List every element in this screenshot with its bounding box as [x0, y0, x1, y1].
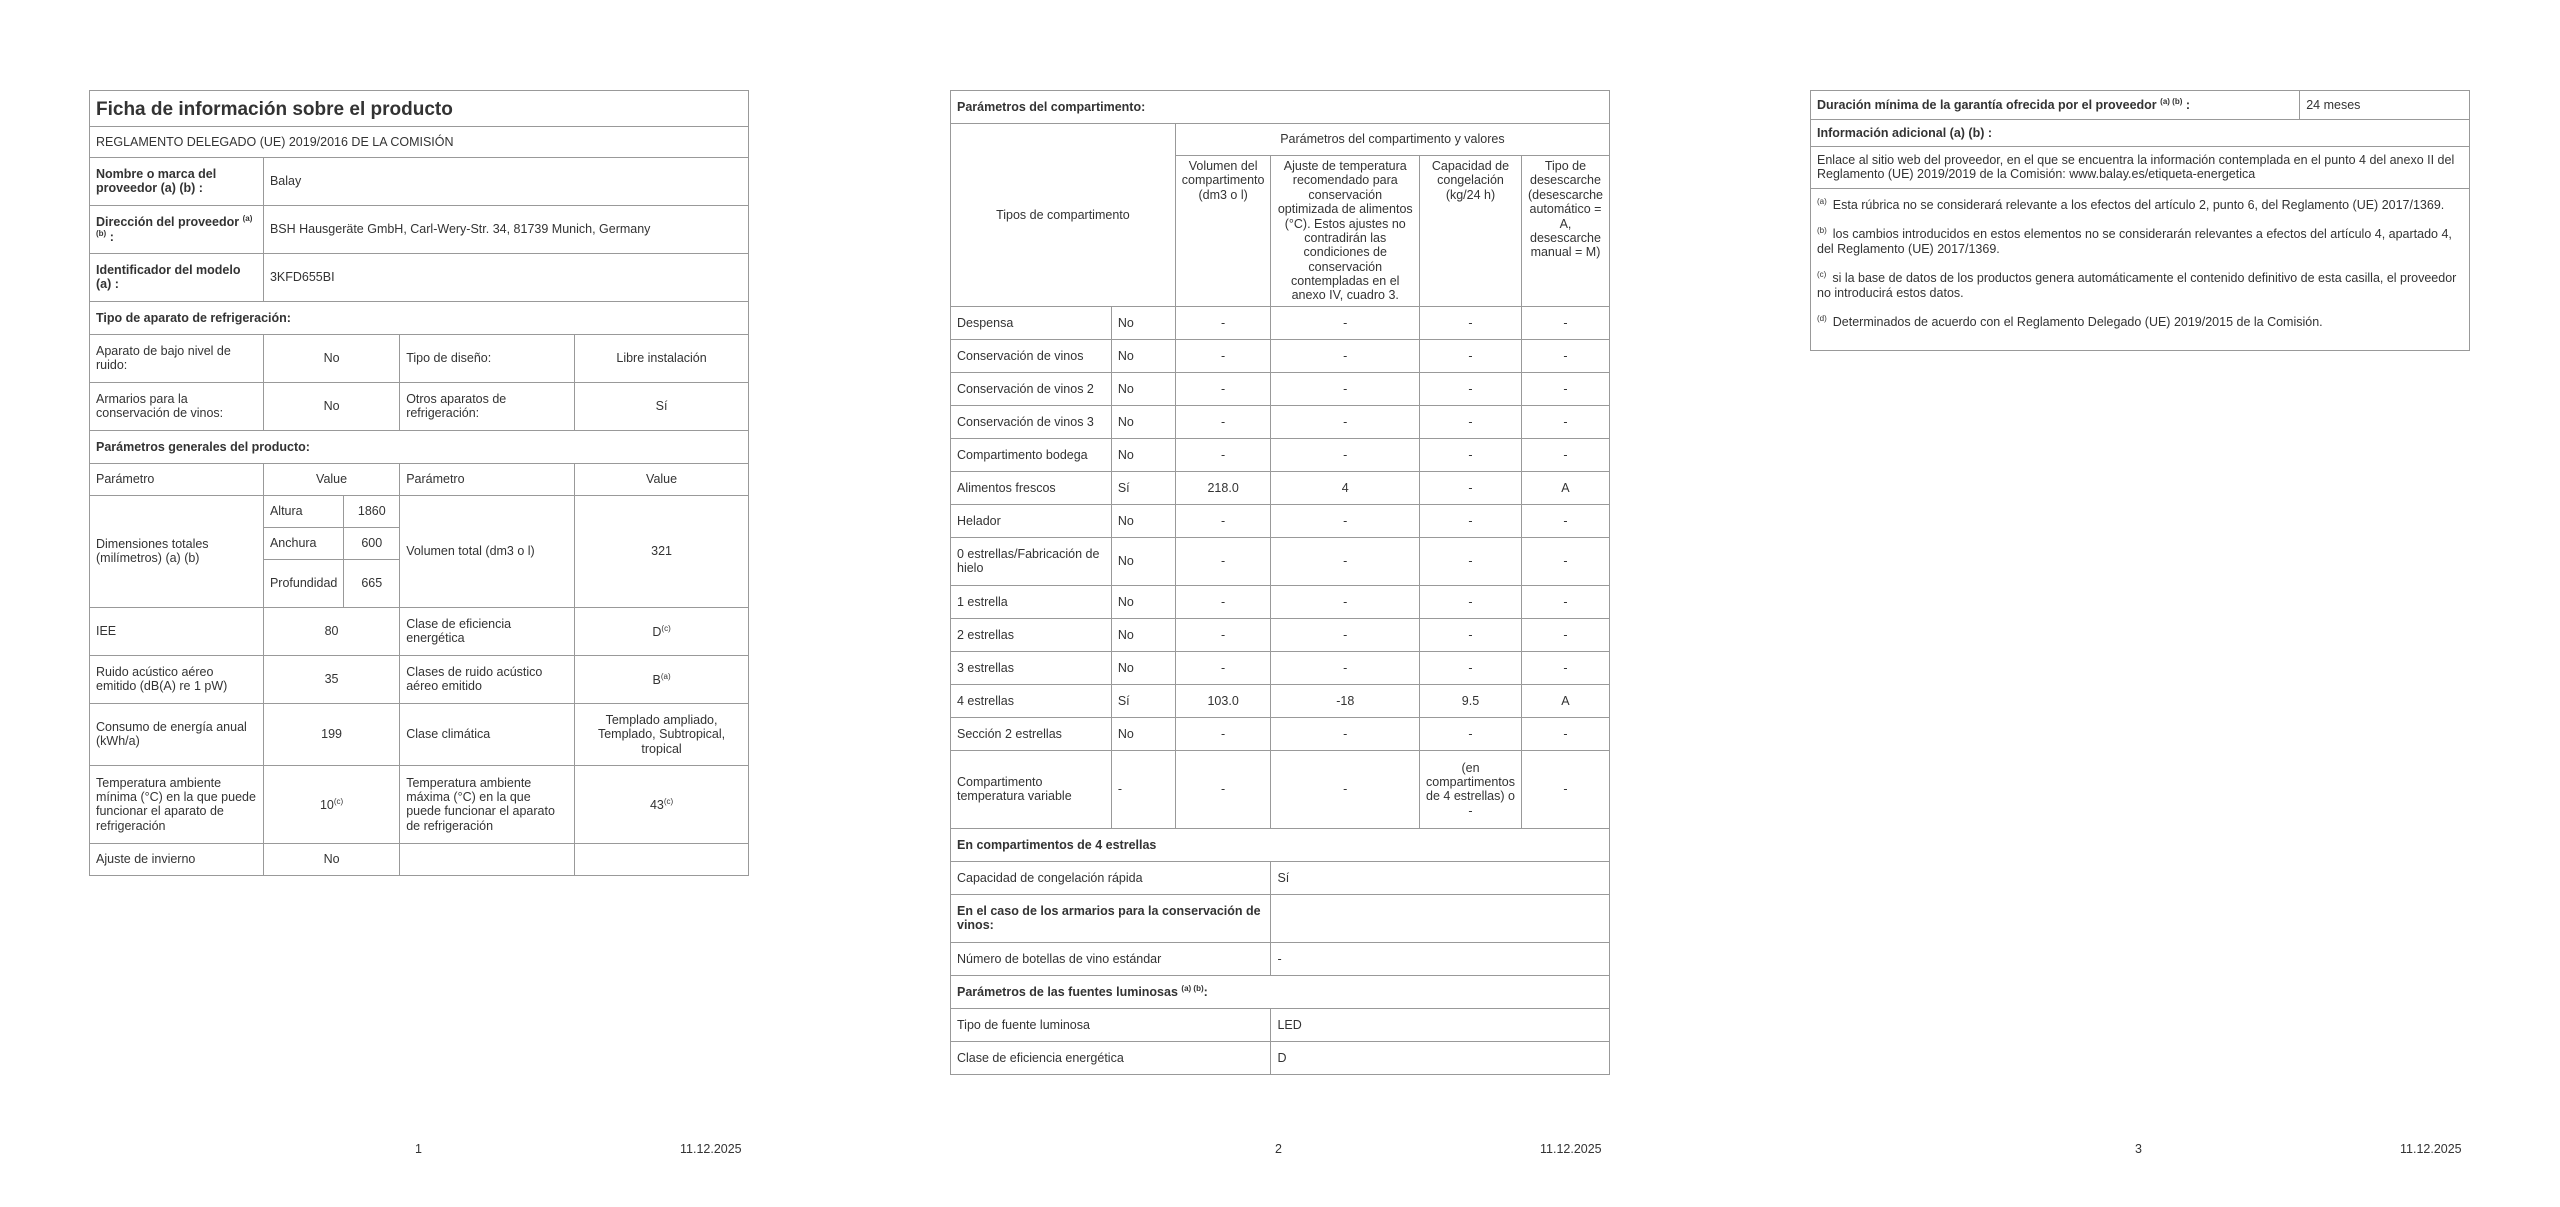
- compartment-row: [951, 504, 1610, 537]
- compartment-name: Compartimento bodega: [951, 438, 1112, 471]
- model-label: Identificador del modelo (a) :: [90, 253, 264, 301]
- compartment-freeze: (en compartimentos de 4 estrellas) o -: [1420, 750, 1522, 828]
- page-3: [1810, 90, 2470, 351]
- footnote: [1817, 270, 2463, 300]
- compartment-present: No: [1111, 585, 1175, 618]
- dims-label: Dimensiones totales (milímetros) (a) (b): [90, 495, 264, 607]
- light-heading: Parámetros de las fuentes luminosas $^{(a) (b)}$:: [951, 975, 1610, 1008]
- compartment-row: [951, 651, 1610, 684]
- wine-label: Armarios para la conservación de vinos:: [90, 382, 264, 430]
- compartment-row: [951, 372, 1610, 405]
- compartment-volume: 103.0: [1175, 684, 1271, 717]
- compartment-defrost: -: [1521, 585, 1609, 618]
- volume-label: Volumen total (dm3 o l): [400, 495, 575, 607]
- compartment-present: No: [1111, 537, 1175, 585]
- col-defrost: Tipo de desescarche (desescarche automático = A, desescarche manual = M): [1521, 156, 1609, 307]
- compartment-volume: -: [1175, 651, 1271, 684]
- footnote: [1817, 314, 2463, 330]
- height-label: Altura: [263, 495, 343, 527]
- col-volume: Volumen del compartimento (dm3 o l): [1175, 156, 1271, 307]
- compartment-name: 1 estrella: [951, 585, 1112, 618]
- compartment-name: Helador: [951, 504, 1112, 537]
- noise-value: 35: [263, 655, 399, 703]
- tmax-value: 43$^{(c)}$: [575, 765, 749, 843]
- warranty-table: [1810, 90, 2470, 351]
- compartment-present: Sí: [1111, 684, 1175, 717]
- compartment-temp: -: [1271, 618, 1420, 651]
- compartment-name: Conservación de vinos: [951, 339, 1112, 372]
- compartment-present: -: [1111, 750, 1175, 828]
- footer-date-2: 11.12.2025: [1540, 1142, 1602, 1156]
- compartment-present: No: [1111, 405, 1175, 438]
- compartment-volume: -: [1175, 405, 1271, 438]
- iee-label: IEE: [90, 607, 264, 655]
- compartment-table: [950, 90, 1610, 1075]
- footer-date-3: 11.12.2025: [2400, 1142, 2462, 1156]
- col-param2: Parámetro: [400, 463, 575, 495]
- compartment-row: [951, 684, 1610, 717]
- compartment-freeze: -: [1420, 717, 1522, 750]
- compartment-name: Conservación de vinos 3: [951, 405, 1112, 438]
- compartment-row: [951, 618, 1610, 651]
- page-number-1: 1: [415, 1142, 422, 1156]
- col-temp: Ajuste de temperatura recomendado para conservación optimizada de alimentos (°C). Estos ajustes no contradirán las condiciones de conservación contempladas en el anexo IV, cuadro 3.: [1271, 156, 1420, 307]
- compartment-defrost: -: [1521, 537, 1609, 585]
- other-value: Sí: [575, 382, 749, 430]
- compartment-defrost: -: [1521, 339, 1609, 372]
- light-class-label: Clase de eficiencia energética: [951, 1041, 1271, 1074]
- tmin-label: Temperatura ambiente mínima (°C) en la que puede funcionar el aparato de refrigeración: [90, 765, 264, 843]
- compartment-temp: -: [1271, 537, 1420, 585]
- page-title: Ficha de información sobre el producto: [90, 91, 749, 127]
- tmax-label: Temperatura ambiente máxima (°C) en la que puede funcionar el aparato de refrigeración: [400, 765, 575, 843]
- compartment-defrost: -: [1521, 750, 1609, 828]
- compartment-present: No: [1111, 651, 1175, 684]
- low-noise-value: No: [263, 334, 399, 382]
- footnote-mark: (c): [1817, 270, 1827, 280]
- compartment-row: [951, 585, 1610, 618]
- footnote-text: Determinados de acuerdo con el Reglamento Delegado (UE) 2019/2015 de la Comisión.: [1832, 315, 2323, 330]
- brand-value: Balay: [263, 157, 748, 205]
- compartment-temp: 4: [1271, 471, 1420, 504]
- compartment-volume: -: [1175, 750, 1271, 828]
- compartment-row: [951, 537, 1610, 585]
- compartment-row: [951, 339, 1610, 372]
- compartment-temp: -: [1271, 585, 1420, 618]
- design-label: Tipo de diseño:: [400, 334, 575, 382]
- fast-freeze-label: Capacidad de congelación rápida: [951, 861, 1271, 894]
- footnote: [1817, 197, 2463, 213]
- regulation-subtitle: REGLAMENTO DELEGADO (UE) 2019/2016 DE LA COMISIÓN: [90, 126, 749, 157]
- compartment-temp: -: [1271, 405, 1420, 438]
- compartment-row: [951, 471, 1610, 504]
- compartment-freeze: -: [1420, 585, 1522, 618]
- winter-label: Ajuste de invierno: [90, 843, 264, 875]
- compartment-name: Compartimento temperatura variable: [951, 750, 1112, 828]
- supplier-link: Enlace al sitio web del proveedor, en el que se encuentra la información contemplada en el punto 4 del anexo II del Reglamento (UE) 2019/2019 de la Comisión: www.balay.es/etiqueta-energetica: [1811, 146, 2470, 188]
- compartment-temp: -: [1271, 372, 1420, 405]
- footnote-text: si la base de datos de los productos genera automáticamente el contenido definitivo de esta casilla, el proveedor no introducirá estos datos.: [1817, 271, 2457, 300]
- eff-label: Clase de eficiencia energética: [400, 607, 575, 655]
- page-number-2: 2: [1275, 1142, 1282, 1156]
- col-freeze: Capacidad de congelación (kg/24 h): [1420, 156, 1522, 307]
- light-class-value: D: [1271, 1041, 1610, 1074]
- compartment-defrost: A: [1521, 684, 1609, 717]
- compartment-temp: -18: [1271, 684, 1420, 717]
- compartment-freeze: -: [1420, 339, 1522, 372]
- compartment-volume: -: [1175, 717, 1271, 750]
- compartment-volume: -: [1175, 618, 1271, 651]
- compartment-defrost: -: [1521, 504, 1609, 537]
- compartment-name: 3 estrellas: [951, 651, 1112, 684]
- address-label: Dirección del proveedor $^{(a) (b)}$ :: [90, 205, 264, 253]
- wine-value: No: [263, 382, 399, 430]
- footnotes: [1811, 188, 2470, 350]
- page-number-3: 3: [2135, 1142, 2142, 1156]
- climate-label: Clase climática: [400, 703, 575, 765]
- footnote-mark: (d): [1817, 314, 1827, 323]
- footer-date-1: 11.12.2025: [680, 1142, 742, 1156]
- col-value: Value: [263, 463, 399, 495]
- compartment-name: 2 estrellas: [951, 618, 1112, 651]
- light-type-label: Tipo de fuente luminosa: [951, 1008, 1271, 1041]
- winter-value: No: [263, 843, 399, 875]
- compartment-freeze: -: [1420, 471, 1522, 504]
- product-info-table: [89, 90, 749, 876]
- compartment-name: Conservación de vinos 2: [951, 372, 1112, 405]
- compartment-freeze: -: [1420, 372, 1522, 405]
- compartment-present: No: [1111, 306, 1175, 339]
- address-value: BSH Hausgeräte GmbH, Carl-Wery-Str. 34, 81739 Munich, Germany: [263, 205, 748, 253]
- compartment-name: Alimentos frescos: [951, 471, 1112, 504]
- compartment-heading: Parámetros del compartimento:: [951, 91, 1610, 124]
- iee-value: 80: [263, 607, 399, 655]
- compartment-volume: -: [1175, 339, 1271, 372]
- width-label: Anchura: [263, 527, 343, 559]
- compartment-row: [951, 306, 1610, 339]
- brand-label: Nombre o marca del proveedor (a) (b) :: [90, 157, 264, 205]
- compartment-present: No: [1111, 438, 1175, 471]
- compartment-defrost: A: [1521, 471, 1609, 504]
- fast-freeze-value: Sí: [1271, 861, 1610, 894]
- height-value: 1860: [344, 495, 400, 527]
- compartment-name: 4 estrellas: [951, 684, 1112, 717]
- bottles-value: -: [1271, 942, 1610, 975]
- design-value: Libre instalación: [575, 334, 749, 382]
- compartment-name: Sección 2 estrellas: [951, 717, 1112, 750]
- compartment-volume: -: [1175, 585, 1271, 618]
- compartment-present: Sí: [1111, 471, 1175, 504]
- compartment-present: No: [1111, 372, 1175, 405]
- footnote-mark: (a): [1817, 196, 1827, 206]
- additional-heading: Información adicional (a) (b) :: [1811, 119, 2470, 146]
- compartment-freeze: 9.5: [1420, 684, 1522, 717]
- low-noise-label: Aparato de bajo nivel de ruido:: [90, 334, 264, 382]
- compartment-freeze: -: [1420, 438, 1522, 471]
- page-1: [89, 90, 749, 876]
- bottles-label: Número de botellas de vino estándar: [951, 942, 1271, 975]
- depth-label: Profundidad: [263, 559, 343, 607]
- noise-label: Ruido acústico aéreo emitido (dB(A) re 1 pW): [90, 655, 264, 703]
- volume-value: 321: [575, 495, 749, 607]
- compartment-defrost: -: [1521, 651, 1609, 684]
- compartment-defrost: -: [1521, 306, 1609, 339]
- compartment-freeze: -: [1420, 537, 1522, 585]
- compartment-volume: -: [1175, 372, 1271, 405]
- compartment-defrost: -: [1521, 372, 1609, 405]
- footnote-text: los cambios introducidos en estos elementos no se considerarán relevantes a efectos del artículo 4, apartado 4, del Reglamento (UE) 2017/1369.: [1817, 227, 2452, 256]
- compartment-temp: -: [1271, 438, 1420, 471]
- compartment-temp: -: [1271, 750, 1420, 828]
- noise-class-value: $B^{(a)}$: [575, 655, 749, 703]
- compartment-defrost: -: [1521, 618, 1609, 651]
- general-heading: Parámetros generales del producto:: [90, 430, 749, 463]
- compartment-row: [951, 438, 1610, 471]
- eff-value: $D^{(c)}$: [575, 607, 749, 655]
- compartment-temp: -: [1271, 651, 1420, 684]
- compartment-defrost: -: [1521, 405, 1609, 438]
- type-heading: Tipo de aparato de refrigeración:: [90, 301, 749, 334]
- compartment-freeze: -: [1420, 405, 1522, 438]
- col-param: Parámetro: [90, 463, 264, 495]
- consumption-value: 199: [263, 703, 399, 765]
- group-header: Parámetros del compartimento y valores: [1175, 124, 1609, 156]
- compartment-temp: -: [1271, 717, 1420, 750]
- compartment-temp: -: [1271, 306, 1420, 339]
- wine-heading: En el caso de los armarios para la conservación de vinos:: [951, 894, 1271, 942]
- compartment-freeze: -: [1420, 504, 1522, 537]
- compartment-volume: -: [1175, 504, 1271, 537]
- other-label: Otros aparatos de refrigeración:: [400, 382, 575, 430]
- compartment-defrost: -: [1521, 438, 1609, 471]
- compartment-freeze: -: [1420, 651, 1522, 684]
- compartment-temp: -: [1271, 339, 1420, 372]
- warranty-value: 24 meses: [2300, 91, 2470, 120]
- footnote-mark: (b): [1817, 226, 1827, 236]
- compartment-present: No: [1111, 618, 1175, 651]
- compartment-freeze: -: [1420, 306, 1522, 339]
- consumption-label: Consumo de energía anual (kWh/a): [90, 703, 264, 765]
- tmin-value: 10$^{(c)}$: [263, 765, 399, 843]
- compartment-present: No: [1111, 504, 1175, 537]
- compartment-volume: -: [1175, 537, 1271, 585]
- width-value: 600: [344, 527, 400, 559]
- model-value: 3KFD655BI: [263, 253, 748, 301]
- warranty-label: Duración mínima de la garantía ofrecida por el proveedor $^{(a) (b)}$ :: [1811, 91, 2300, 120]
- compartment-volume: 218.0: [1175, 471, 1271, 504]
- compartment-freeze: -: [1420, 618, 1522, 651]
- footnote: [1817, 226, 2463, 256]
- depth-value: 665: [344, 559, 400, 607]
- noise-class-label: Clases de ruido acústico aéreo emitido: [400, 655, 575, 703]
- compartment-volume: -: [1175, 306, 1271, 339]
- compartment-name: Despensa: [951, 306, 1112, 339]
- compartment-row: [951, 405, 1610, 438]
- compartment-row: [951, 717, 1610, 750]
- light-type-value: LED: [1271, 1008, 1610, 1041]
- footnote-text: Esta rúbrica no se considerará relevante a los efectos del artículo 2, punto 6, del Reglamento (UE) 2017/1369.: [1832, 197, 2445, 212]
- compartment-defrost: -: [1521, 717, 1609, 750]
- page-2: [950, 90, 1610, 1075]
- four-star-heading: En compartimentos de 4 estrellas: [951, 828, 1610, 861]
- compartment-temp: -: [1271, 504, 1420, 537]
- climate-value: Templado ampliado, Templado, Subtropical, tropical: [575, 703, 749, 765]
- compartment-name: 0 estrellas/Fabricación de hielo: [951, 537, 1112, 585]
- compartment-row: [951, 750, 1610, 828]
- compartment-present: No: [1111, 717, 1175, 750]
- compartment-volume: -: [1175, 438, 1271, 471]
- col-value2: Value: [575, 463, 749, 495]
- types-header: Tipos de compartimento: [951, 124, 1176, 307]
- compartment-present: No: [1111, 339, 1175, 372]
